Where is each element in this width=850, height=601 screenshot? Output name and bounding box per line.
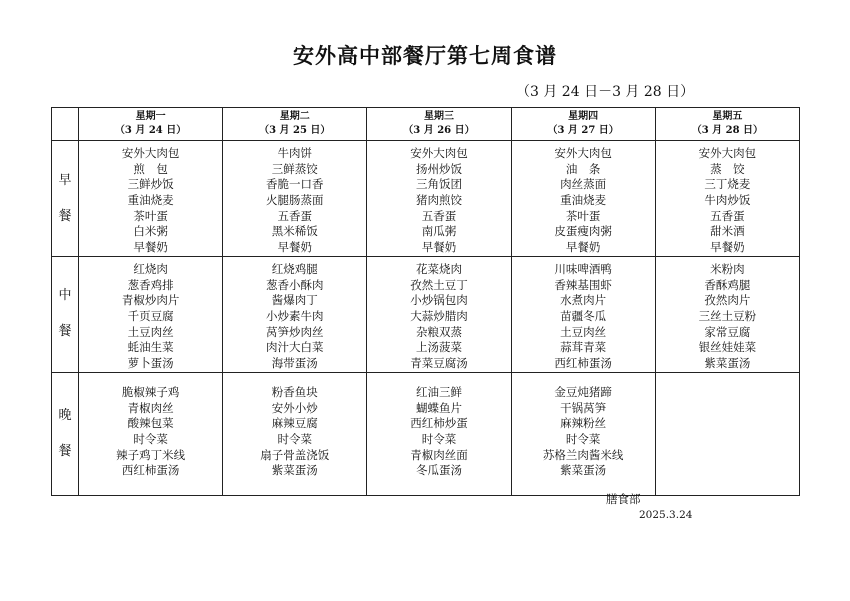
menu-table [51,107,800,496]
dish-item: 青椒炒肉片 [121,293,180,308]
meal-label [52,141,79,257]
dish-item: 苏格兰肉酱米线 [542,447,624,462]
dish-item: 香辣基围虾 [554,277,612,292]
menu-cell-list [223,141,366,256]
menu-cell-list [367,257,510,372]
dish-item: 土豆肉丝 [127,324,174,339]
menu-cell [79,372,223,495]
dish-item: 紫菜蛋汤 [704,356,751,371]
dish-item: 早餐奶 [133,240,168,255]
dish-item: 冬瓜蛋汤 [415,463,462,478]
dish-item: 蒸 饺 [710,161,745,176]
menu-cell [79,257,223,373]
dish-item: 土豆肉丝 [560,324,607,339]
dish-item: 银丝娃娃菜 [698,340,757,355]
dish-item: 安外大肉包 [121,146,180,160]
day-header [223,108,367,141]
dish-item: 火腿肠蒸面 [266,193,324,208]
dish-item: 时令菜 [277,431,313,446]
menu-cell-list [656,141,799,256]
dish-item: 红烧肉 [133,262,168,276]
dish-item: 萝卜蛋汤 [127,356,174,371]
day-header [511,108,655,141]
menu-cell-list [223,373,366,479]
dish-item: 酱爆肉丁 [271,293,318,308]
dish-item: 青菜豆腐汤 [410,356,468,371]
dish-item: 时令菜 [421,431,457,446]
dish-item: 三鲜炒饭 [127,177,174,192]
dish-item: 水煮肉片 [560,293,607,308]
dish-item: 青椒肉丝面 [410,447,468,462]
dish-item: 肉丝蒸面 [560,177,607,192]
dish-item: 油 条 [565,161,601,176]
menu-cell-list [512,141,655,256]
menu-cell-list [79,257,222,372]
dish-item: 牛肉炒饭 [704,193,751,208]
dish-item: 花菜烧肉 [415,262,462,276]
breakfast-row [52,141,800,257]
menu-cell-list [79,373,222,479]
menu-cell [511,257,655,373]
dish-item: 早餐奶 [710,240,745,255]
meal-label-gap [52,189,78,209]
dish-item: 蒜茸青菜 [560,340,607,355]
dish-item: 青椒肉丝 [127,400,174,415]
dish-item: 时令菜 [133,431,168,446]
lunch-row [52,257,800,373]
day-name: 星期一 [135,111,166,122]
day-name: 星期四 [568,111,599,122]
dish-item: 扇子骨盖浇饭 [260,447,330,462]
menu-cell [655,257,799,373]
dish-item: 三丁烧麦 [704,177,751,192]
dish-item: 家常豆腐 [704,324,751,339]
dish-item: 葱香小酥肉 [266,277,324,292]
dish-item: 蚝油生菜 [127,340,174,355]
dish-item: 川味啤酒鸭 [554,262,612,276]
dish-item: 黑米稀饭 [271,224,318,239]
meal-label [52,257,79,373]
menu-cell-list [79,141,222,256]
dish-item: 千页豆腐 [127,309,174,324]
dish-item: 孜然土豆丁 [410,277,468,292]
menu-cell-list [656,373,799,385]
dish-item: 大蒜炒腊肉 [410,309,468,324]
dish-item: 海带蛋汤 [271,356,318,371]
menu-cell [223,372,367,495]
dish-item: 麻辣粉丝 [560,416,607,431]
day-header [367,108,511,141]
menu-cell [79,141,223,257]
dish-item: 西红柿蛋汤 [554,356,612,371]
day-header [655,108,799,141]
menu-cell [367,372,511,495]
day-header [79,108,223,141]
dish-item: 脆椒辣子鸡 [121,384,180,399]
menu-cell [655,141,799,257]
header-row [52,108,800,141]
dish-item: 茶叶蛋 [565,208,601,223]
menu-cell [223,257,367,373]
menu-cell [367,141,511,257]
dish-item: 安外大肉包 [698,146,757,160]
menu-cell-list [656,257,799,372]
dish-item: 干锅莴笋 [560,400,607,415]
dish-item: 苗疆冬瓜 [560,309,607,324]
dish-item: 紫菜蛋汤 [560,463,607,478]
day-date: （3 月 26 日） [403,125,475,136]
dish-item: 重油烧麦 [560,193,607,208]
menu-cell [511,141,655,257]
dish-item: 早餐奶 [421,240,457,255]
dish-item: 西红柿蛋汤 [121,463,180,478]
day-date: （3 月 27 日） [547,125,619,136]
dish-item: 金豆炖猪蹄 [554,384,612,399]
dish-item: 葱香鸡排 [127,277,174,292]
day-name: 星期三 [423,111,454,122]
dish-item: 杂粮双蒸 [415,324,462,339]
dish-item: 安外大肉包 [410,146,468,160]
dish-item: 上汤菠菜 [415,340,462,355]
meal-label-bottom: 餐 [58,208,72,224]
meal-label-top: 晚 [58,407,72,423]
day-name: 星期二 [279,111,310,122]
dish-item: 三丝土豆粉 [698,309,757,324]
dish-item: 莴笋炒肉丝 [266,324,324,339]
dish-item: 煎 包 [133,161,168,176]
dish-item: 南瓜粥 [421,224,457,239]
dish-item: 五香蛋 [710,208,745,223]
signature: 膳食部 [606,492,641,506]
menu-cell [367,257,511,373]
dish-item: 西红柿炒蛋 [410,416,468,431]
menu-cell-list [367,141,510,256]
menu-cell [655,372,799,495]
dish-item: 小炒锅包肉 [410,293,468,308]
dish-item: 红油三鲜 [415,384,462,399]
dish-item: 五香蛋 [421,208,457,223]
menu-cell [511,372,655,495]
dish-item: 早餐奶 [277,240,313,255]
menu-cell-list [512,373,655,479]
dish-item: 牛肉饼 [277,146,313,160]
day-date: （3 月 24 日） [114,125,187,136]
dish-item: 扬州炒饭 [415,161,462,176]
dish-item: 粉香鱼块 [271,384,318,399]
dish-item: 三鲜蒸饺 [271,161,318,176]
meal-label-top: 早 [58,172,72,188]
dish-item: 时令菜 [565,431,601,446]
day-date: （3 月 28 日） [691,125,764,136]
corner-cell [52,108,79,141]
meal-label-gap [52,304,78,324]
date-range: （3 月 24 日－3 月 28 日） [516,84,695,100]
dish-item: 孜然肉片 [704,293,751,308]
dish-item: 安外大肉包 [554,146,612,160]
meal-label-bottom: 餐 [58,324,72,340]
dish-item: 皮蛋瘦肉粥 [554,224,612,239]
meal-label-bottom: 餐 [58,443,72,459]
dish-item: 肉汁大白菜 [266,340,324,355]
dish-item: 五香蛋 [277,208,313,223]
day-name: 星期五 [712,111,743,122]
menu-cell-list [512,257,655,372]
dish-item: 麻辣豆腐 [271,416,318,431]
issue-date: 2025.3.24 [639,509,693,521]
dish-item: 茶叶蛋 [133,208,168,223]
dish-item: 重油烧麦 [127,193,174,208]
dish-item: 安外小炒 [271,400,318,415]
dish-item: 小炒素牛肉 [266,309,324,324]
dish-item: 早餐奶 [565,240,601,255]
page-title: 安外高中部餐厅第七周食谱 [293,44,557,68]
dish-item: 甜米酒 [710,224,745,239]
dinner-row [52,372,800,495]
meal-label-top: 中 [58,288,72,304]
dish-item: 米粉肉 [710,262,745,276]
menu-cell-list [223,257,366,372]
dish-item: 蝴蝶鱼片 [415,400,462,415]
meal-label [52,372,79,495]
dish-item: 红烧鸡腿 [271,262,318,276]
dish-item: 香酥鸡腿 [704,277,751,292]
dish-item: 猪肉煎饺 [415,193,462,208]
meal-label-gap [52,424,78,444]
menu-cell [223,141,367,257]
menu-cell-list [367,373,510,479]
dish-item: 紫菜蛋汤 [271,463,318,478]
dish-item: 白米粥 [133,224,168,239]
dish-item: 辣子鸡丁米线 [116,447,186,462]
dish-item: 香脆一口香 [266,177,324,192]
dish-item: 酸辣包菜 [127,416,174,431]
dish-item: 三角饭团 [415,177,462,192]
day-date: （3 月 25 日） [259,125,331,136]
